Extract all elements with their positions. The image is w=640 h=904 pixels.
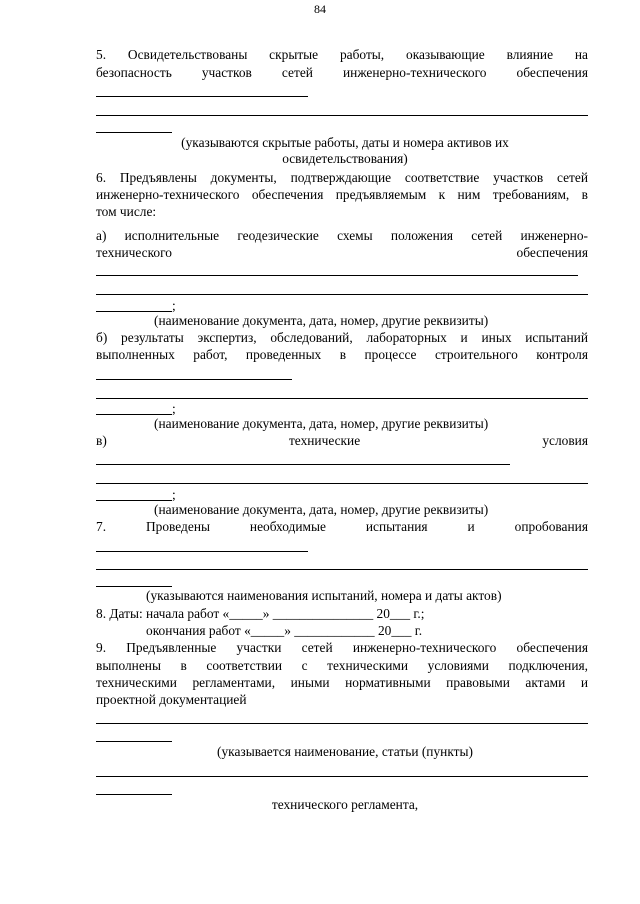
fill-line (96, 294, 588, 295)
fill-line (96, 551, 308, 552)
fill-line (96, 569, 588, 570)
section5-line2: безопасность участков сетей инженерно-технического обеспечения (96, 65, 588, 80)
section9-line2: выполнены в соответствии с техническими условиями подключения, (96, 658, 588, 673)
semicolon: ; (172, 487, 176, 502)
section6-line2: инженерно-технического обеспечения предъявляемым к ним требованиям, в (96, 187, 588, 202)
section9-caption: (указывается наименование, статьи (пункты) (217, 744, 473, 759)
section5-caption2: освидетельствования) (282, 151, 408, 166)
section6a-caption: (наименование документа, дата, номер, другие реквизиты) (154, 313, 489, 328)
section8-line2: окончания работ «_____» ____________ 20___ г. (146, 623, 423, 638)
fill-line (96, 586, 172, 587)
section6b-line1: б) результаты экспертиз, обследований, лабораторных и иных испытаний (96, 330, 588, 345)
fill-line (96, 398, 588, 399)
fill-line (96, 483, 588, 484)
fill-line (96, 741, 172, 742)
section9-line4: проектной документацией (96, 692, 247, 707)
section6a-line1: а) исполнительные геодезические схемы положения сетей инженерно- (96, 228, 588, 243)
section9-line1: 9. Предъявленные участки сетей инженерно-технического обеспечения (96, 640, 588, 655)
fill-line (96, 414, 172, 415)
section6a-line2-right: обеспечения (516, 245, 588, 260)
section6-line1: 6. Предъявлены документы, подтверждающие соответствие участков сетей (96, 170, 588, 185)
section8-line1: 8. Даты: начала работ «_____» _______________ 20___ г.; (96, 606, 425, 621)
section5-caption1: (указываются скрытые работы, даты и номера активов их (181, 135, 509, 150)
fill-line (96, 464, 510, 465)
section9-line3: техническими регламентами, иными нормативными правовыми актами и (96, 675, 588, 690)
section7-caption: (указываются наименования испытаний, номера и даты актов) (146, 588, 502, 603)
section6v-line: в) технические условия (96, 433, 588, 448)
fill-line (96, 500, 172, 501)
fill-line (96, 115, 588, 116)
section5-line1: 5. Освидетельствованы скрытые работы, оказывающие влияние на (96, 47, 588, 62)
section7-line: 7. Проведены необходимые испытания и опробования (96, 519, 588, 534)
section6b-line2: выполненных работ, проведенных в процессе строительного контроля (96, 347, 588, 362)
section6b-caption: (наименование документа, дата, номер, другие реквизиты) (154, 416, 489, 431)
section6v-caption: (наименование документа, дата, номер, другие реквизиты) (154, 502, 489, 517)
section6a-line2-left: технического (96, 245, 172, 260)
page-number: 84 (314, 2, 326, 16)
fill-line (96, 794, 172, 795)
semicolon: ; (172, 401, 176, 416)
semicolon: ; (172, 298, 176, 313)
fill-line (96, 96, 308, 97)
section6-line3: том числе: (96, 204, 157, 219)
fill-line (96, 776, 588, 777)
section9-caption2: технического регламента, (271, 797, 419, 812)
fill-line (96, 379, 292, 380)
fill-line (96, 311, 172, 312)
fill-line (96, 132, 172, 133)
fill-line (96, 723, 588, 724)
fill-line (96, 275, 578, 276)
